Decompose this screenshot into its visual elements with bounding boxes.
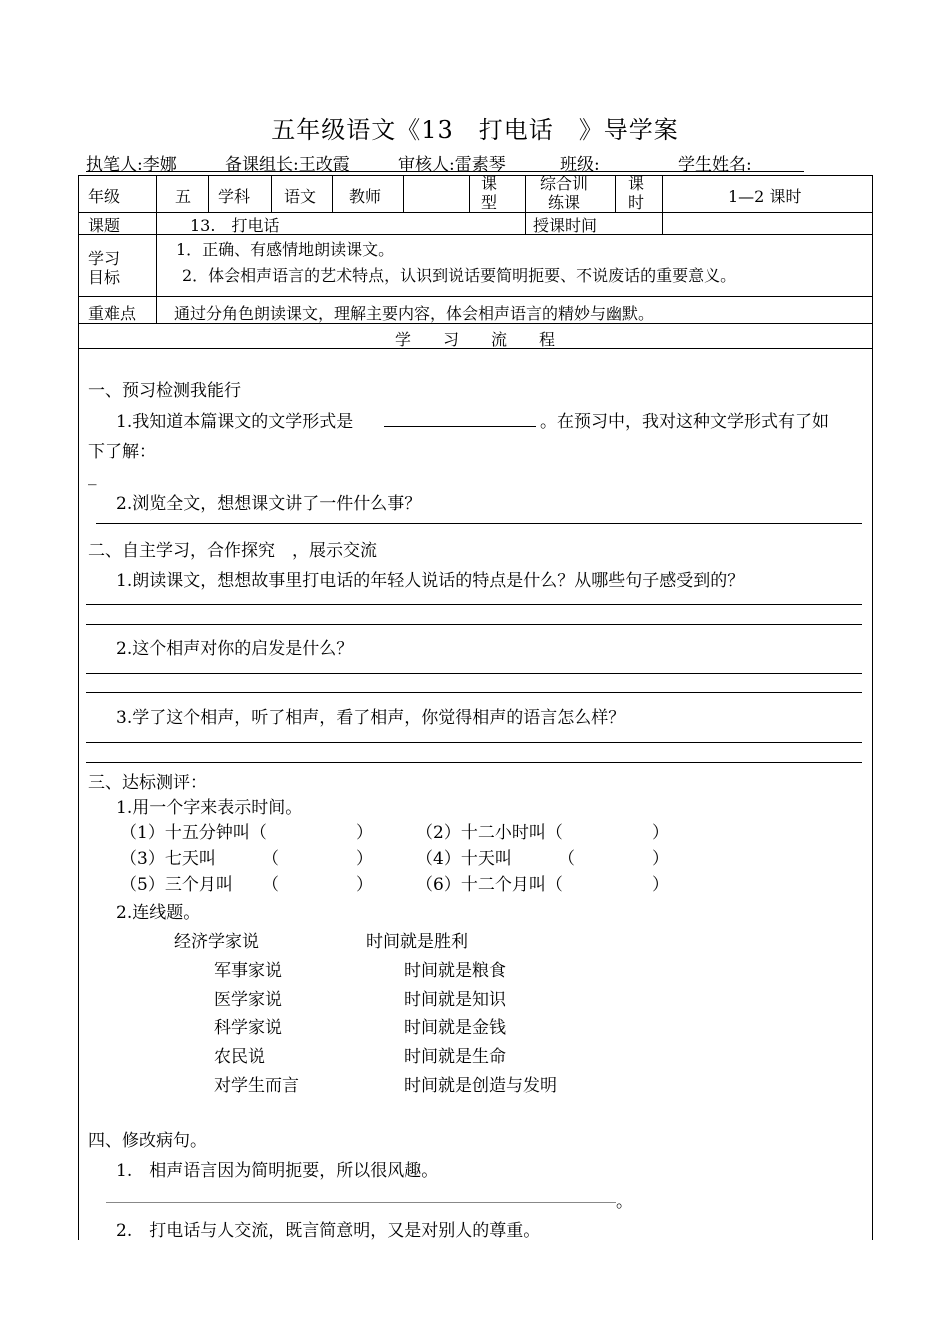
type-value-bottom: 练课 bbox=[548, 193, 581, 212]
subject-label: 学科 bbox=[218, 187, 251, 206]
type-label-top: 课 bbox=[481, 174, 498, 193]
table-line bbox=[469, 175, 470, 212]
time-item-1: （1）十五分钟叫（ bbox=[120, 823, 267, 843]
time-item-4-open: （ bbox=[558, 849, 575, 869]
topic-value: 13. 打电话 bbox=[190, 216, 280, 235]
time-item-4: （4）十天叫 bbox=[416, 849, 512, 869]
answer-line[interactable] bbox=[86, 604, 862, 605]
writer: 执笔人:李娜 bbox=[86, 155, 177, 175]
answer-line[interactable] bbox=[96, 523, 862, 524]
section-2-title: 二、自主学习，合作探究 ，展示交流 bbox=[88, 541, 377, 561]
grade-value: 五 bbox=[175, 187, 192, 206]
goal-2: 2．体会相声语言的艺术特点，认识到说话要简明扼要、不说废话的重要意义。 bbox=[182, 266, 737, 285]
match-right-item[interactable]: 时间就是知识 bbox=[404, 990, 506, 1010]
section-3-title: 三、达标测评： bbox=[88, 773, 207, 793]
table-line bbox=[156, 175, 157, 212]
time-item-1-close: ） bbox=[356, 823, 373, 843]
table-line bbox=[271, 175, 272, 212]
period-value: 1—2 课时 bbox=[728, 187, 802, 206]
time-item-2-close: ） bbox=[652, 823, 669, 843]
table-line bbox=[525, 212, 526, 234]
table-line bbox=[156, 212, 157, 234]
goals-label-top: 学习 bbox=[88, 249, 121, 268]
answer-line[interactable] bbox=[86, 742, 862, 743]
page-title: 五年级语文《13 打电话 》导学案 bbox=[271, 116, 679, 144]
key-label: 重难点 bbox=[88, 304, 137, 323]
time-item-2: （2）十二小时叫（ bbox=[416, 823, 563, 843]
table-line bbox=[403, 175, 404, 212]
match-left-item[interactable]: 医学家说 bbox=[214, 990, 282, 1010]
s2-question-1: 1.朗读课文，想想故事里打电话的年轻人说话的特点是什么？从哪些句子感受到的？ bbox=[116, 571, 745, 591]
time-item-5: （5）三个月叫 bbox=[120, 875, 233, 895]
match-right-item[interactable]: 时间就是胜利 bbox=[366, 932, 468, 952]
time-item-6-close: ） bbox=[652, 875, 669, 895]
table-line bbox=[78, 296, 872, 297]
s1-question-1c: 下了解： bbox=[88, 442, 156, 462]
period-label-bottom: 时 bbox=[628, 193, 645, 212]
answer-line[interactable] bbox=[86, 692, 862, 693]
s4-q1-period: 。 bbox=[616, 1192, 633, 1212]
time-item-4-close: ） bbox=[652, 849, 669, 869]
s1-question-1a: 1.我知道本篇课文的文学形式是 bbox=[116, 412, 354, 432]
match-right-item[interactable]: 时间就是金钱 bbox=[404, 1018, 506, 1038]
s2-question-2: 2.这个相声对你的启发是什么？ bbox=[116, 639, 354, 659]
answer-line[interactable] bbox=[86, 762, 862, 763]
match-right-item[interactable]: 时间就是粮食 bbox=[404, 961, 506, 981]
meta-underline bbox=[86, 171, 804, 172]
group-leader: 备课组长:王改霞 bbox=[225, 155, 350, 175]
table-line bbox=[156, 234, 157, 296]
s1-q1-blank[interactable] bbox=[384, 426, 536, 427]
answer-line[interactable] bbox=[106, 1202, 616, 1203]
s3-question-2: 2.连线题。 bbox=[116, 903, 201, 923]
match-left-item[interactable]: 农民说 bbox=[214, 1047, 265, 1067]
match-left-item[interactable]: 对学生而言 bbox=[214, 1076, 299, 1096]
type-value-top: 综合训 bbox=[540, 174, 589, 193]
goal-1: 1．正确、有感情地朗读课文。 bbox=[176, 240, 395, 259]
match-right-item[interactable]: 时间就是创造与发明 bbox=[404, 1076, 557, 1096]
time-item-5-close: ） bbox=[356, 875, 373, 895]
table-line bbox=[78, 175, 872, 176]
time-item-5-open: （ bbox=[262, 875, 279, 895]
reviewer: 审核人:雷素琴 bbox=[398, 155, 506, 175]
s1-question-2: 2.浏览全文，想想课文讲了一件什么事？ bbox=[116, 494, 422, 514]
goals-label-bottom: 目标 bbox=[88, 268, 121, 287]
table-line bbox=[332, 175, 333, 212]
time-item-3-close: ） bbox=[356, 849, 373, 869]
student-name-label: 学生姓名: bbox=[678, 155, 752, 175]
s1-question-1b: 。在预习中，我对这种文学形式有了如 bbox=[540, 412, 829, 432]
class-label: 班级: bbox=[560, 155, 600, 175]
teacher-label: 教师 bbox=[349, 187, 382, 206]
key-value: 通过分角色朗读课文，理解主要内容，体会相声语言的精妙与幽默。 bbox=[174, 304, 655, 323]
s3-question-1: 1.用一个字来表示时间。 bbox=[116, 798, 303, 818]
grade-label: 年级 bbox=[88, 187, 121, 206]
section-1-title: 一、预习检测我能行 bbox=[88, 381, 241, 401]
answer-line[interactable] bbox=[86, 624, 862, 625]
flow-heading: 学 习 流 程 bbox=[394, 330, 555, 349]
s4-question-1: 1. 相声语言因为简明扼要，所以很风趣。 bbox=[116, 1161, 439, 1181]
time-item-6: （6）十二个月叫（ bbox=[416, 875, 563, 895]
s2-question-3: 3.学了这个相声，听了相声，看了相声，你觉得相声的语言怎么样？ bbox=[116, 708, 626, 728]
match-left-item[interactable]: 科学家说 bbox=[214, 1018, 282, 1038]
table-line bbox=[525, 175, 526, 212]
match-left-item[interactable]: 经济学家说 bbox=[174, 932, 259, 952]
table-line bbox=[615, 175, 616, 212]
type-label-bottom: 型 bbox=[481, 193, 498, 212]
table-line bbox=[662, 212, 663, 234]
time-item-3: （3）七天叫 bbox=[120, 849, 216, 869]
table-line bbox=[662, 175, 663, 212]
subject-value: 语文 bbox=[284, 187, 317, 206]
time-label: 授课时间 bbox=[533, 216, 598, 235]
match-left-item[interactable]: 军事家说 bbox=[214, 961, 282, 981]
match-right-item[interactable]: 时间就是生命 bbox=[404, 1047, 506, 1067]
s1-dash: _ bbox=[88, 466, 97, 486]
period-label-top: 课 bbox=[628, 174, 645, 193]
topic-label: 课题 bbox=[88, 216, 121, 235]
table-line bbox=[208, 175, 209, 212]
answer-line[interactable] bbox=[86, 673, 862, 674]
time-item-3-open: （ bbox=[262, 849, 279, 869]
table-line bbox=[156, 296, 157, 323]
section-4-title: 四、修改病句。 bbox=[88, 1131, 207, 1151]
s4-question-2: 2. 打电话与人交流，既言简意明，又是对别人的尊重。 bbox=[116, 1221, 541, 1241]
